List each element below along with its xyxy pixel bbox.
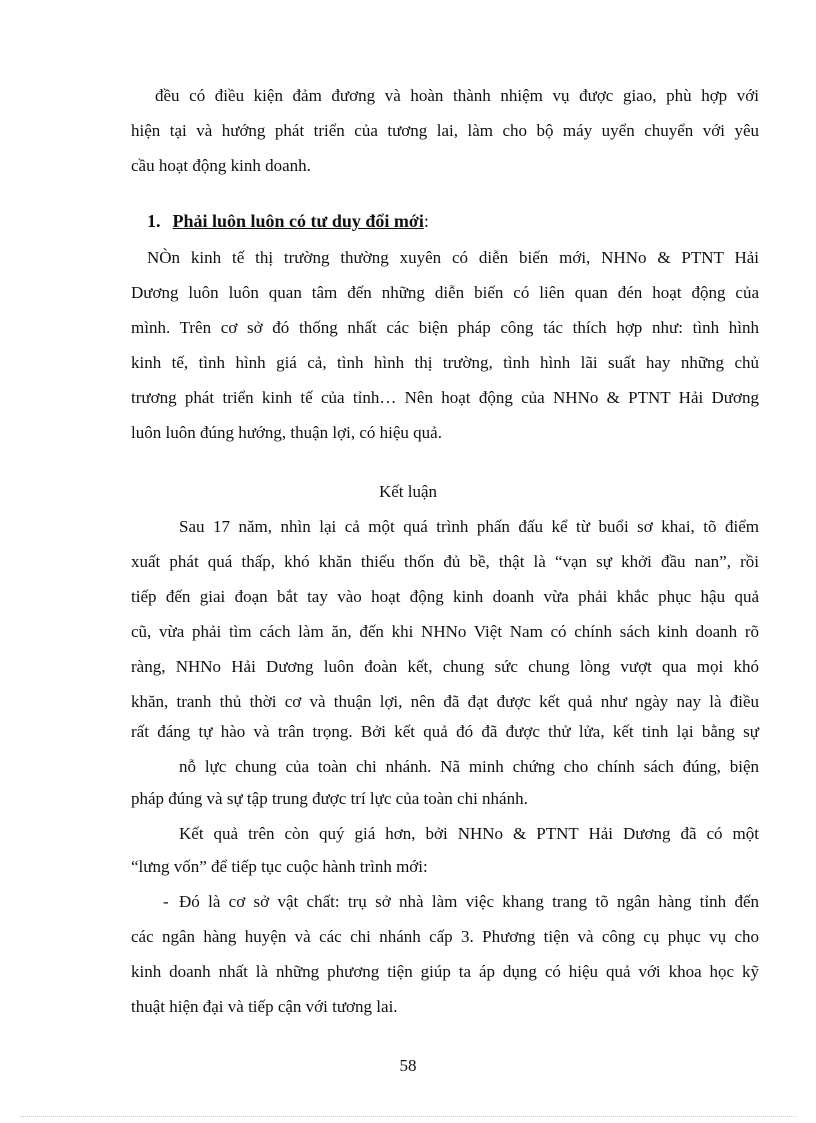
section-colon: : — [423, 211, 429, 231]
conclusion-p1-line-7: rất đáng tự hào và trân trọng. Bởi kết quả đó đã được thử lửa, kết tinh lại bằng sự — [131, 722, 759, 741]
paragraph-top-line-2: hiện tại và hướng phát triển của tương lai, làm cho bộ máy uyển chuyển với yêu — [131, 121, 759, 140]
bullet-line-1: Đó là cơ sở vật chất: trụ sở nhà làm việc khang trang tõ ngân hàng tỉnh đến — [179, 892, 759, 911]
paragraph-top-line-1: đều có điều kiện đảm đương và hoàn thành nhiệm vụ được giao, phù hợp với — [155, 86, 759, 105]
conclusion-p3-line-1: Kết quả trên còn quý giá hơn, bởi NHNo & PTNT Hải Dương đã có một — [179, 824, 759, 843]
conclusion-p2-line-2: pháp đúng và sự tập trung được trí lực của toàn chi nhánh. — [131, 789, 528, 808]
section1-line-6: luôn luôn đúng hướng, thuận lợi, có hiệu quả. — [131, 423, 442, 442]
conclusion-p1-line-4: cũ, vừa phải tìm cách làm ăn, đến khi NHNo Việt Nam có chính sách kinh doanh rõ — [131, 622, 759, 641]
section-heading — [147, 210, 429, 232]
section-title: Phải luôn luôn có tư duy đổi mới — [172, 211, 424, 231]
conclusion-p1-line-6: khăn, tranh thủ thời cơ và thuận lợi, nên đã đạt được kết quả như ngày nay là điều — [131, 692, 759, 711]
conclusion-p1-line-2: xuất phát quá thấp, khó khăn thiếu thốn đủ bề, thật là “vạn sự khởi đầu nan”, rồi — [131, 552, 759, 571]
paragraph-top-line-3: cầu hoạt động kinh doanh. — [131, 156, 311, 175]
conclusion-p1-line-3: tiếp đến giai đoạn bắt tay vào hoạt động kinh doanh vừa phải khắc phục hậu quả — [131, 587, 759, 606]
page-number: 58 — [399, 1056, 417, 1075]
bullet-line-2: các ngân hàng huyện và các chi nhánh cấp 3. Phương tiện và công cụ phục vụ cho — [131, 927, 759, 946]
conclusion-p1-line-5: ràng, NHNo Hải Dương luôn đoàn kết, chung sức chung lòng vượt qua mọi khó — [131, 657, 759, 676]
bullet-line-3: kinh doanh nhất là những phương tiện giúp ta áp dụng có hiệu quả với khoa học kỹ — [131, 962, 759, 981]
page-bottom-divider — [20, 1116, 796, 1117]
conclusion-title: Kết luận — [378, 482, 438, 501]
conclusion-p3-line-2: “lưng vốn” để tiếp tục cuộc hành trình mới: — [131, 857, 428, 876]
section1-line-4: kinh tế, tình hình giá cả, tình hình thị trường, tình hình lãi suất hay những chủ — [131, 353, 759, 372]
bullet-marker: - — [163, 892, 169, 911]
section-number: 1. — [147, 211, 161, 231]
bullet-line-4: thuật hiện đại và tiếp cận với tương lai. — [131, 997, 398, 1016]
conclusion-p1-line-1: Sau 17 năm, nhìn lại cả một quá trình phấn đấu kể từ buổi sơ khai, tõ điểm — [179, 517, 759, 536]
section1-line-3: mình. Trên cơ sở đó thống nhất các biện pháp công tác thích hợp như: tình hình — [131, 318, 759, 337]
section1-line-2: Dương luôn luôn quan tâm đến những diễn biến có liên quan đén hoạt động của — [131, 283, 759, 302]
section1-line-5: trương phát triển kinh tế của tỉnh… Nên hoạt động của NHNo & PTNT Hải Dương — [131, 388, 759, 407]
section1-line-1: NÒn kinh tế thị trường thường xuyên có diễn biến mới, NHNo & PTNT Hải — [147, 248, 759, 267]
conclusion-p2-line-1: nỗ lực chung của toàn chi nhánh. Nã minh chứng cho chính sách đúng, biện — [179, 757, 759, 776]
